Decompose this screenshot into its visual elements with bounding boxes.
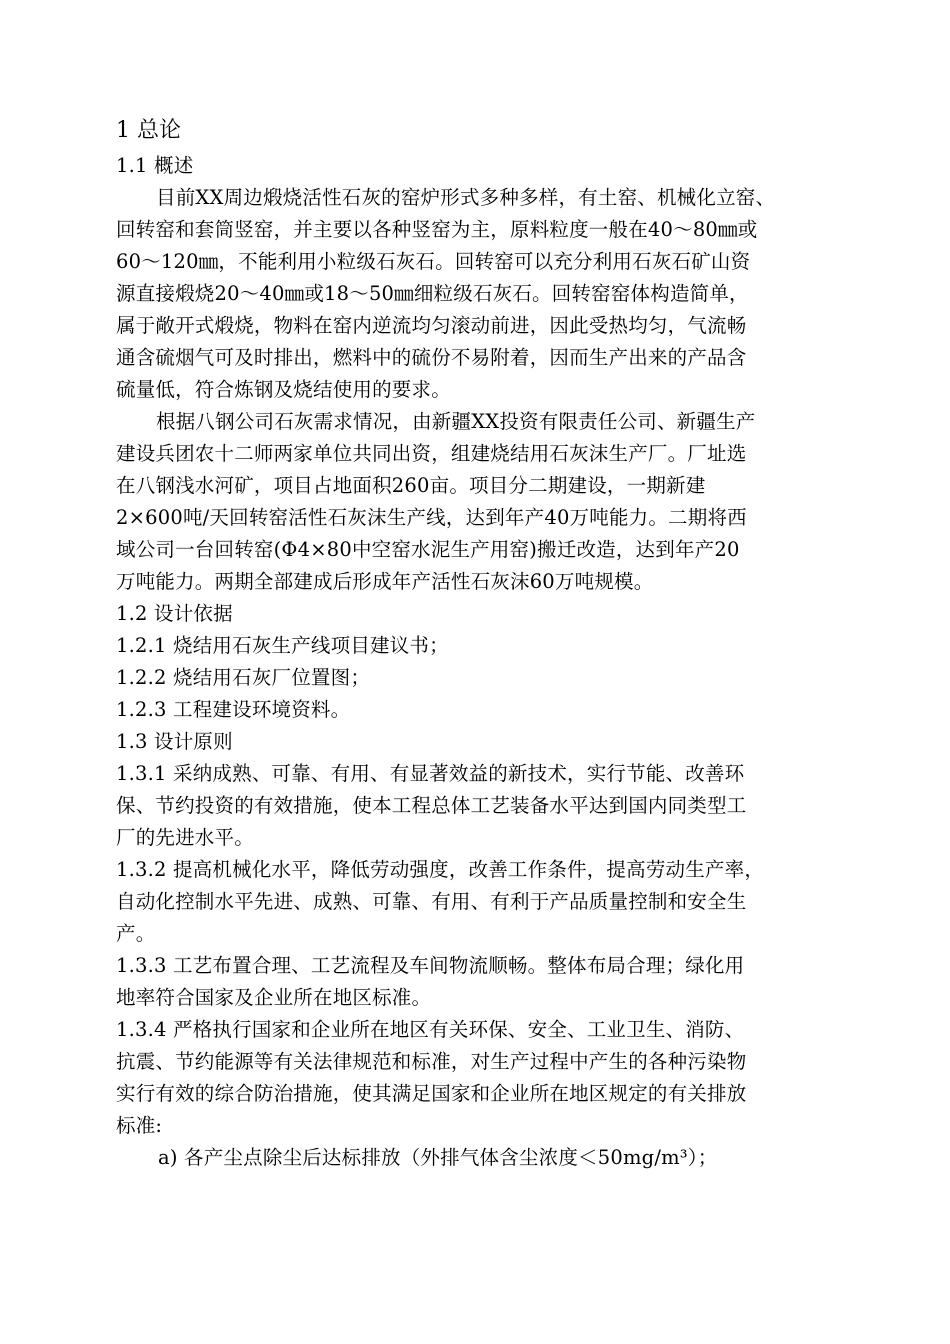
- paragraph-line: 厂的先进水平。: [116, 826, 254, 849]
- principle-1-3-1: [116, 758, 846, 854]
- subsection-heading-1-1: 1.1 概述: [116, 154, 194, 177]
- paragraph-line: 通含硫烟气可及时排出，燃料中的硫份不易附着，因而生产出来的产品含: [116, 346, 747, 369]
- principle-1-3-4: [116, 1014, 846, 1142]
- paragraph-line: 抗震、节约能源等有关法律规范和标准，对生产过程中产生的各种污染物: [116, 1050, 747, 1073]
- paragraph-line: 属于敞开式煅烧，物料在窑内逆流均匀滚动前进，因此受热均匀，气流畅: [116, 314, 747, 337]
- paragraph-line: 万吨能力。两期全部建成后形成年产活性石灰沫60万吨规模。: [116, 570, 654, 593]
- paragraph-line: 硫量低，符合炼钢及烧结使用的要求。: [116, 378, 451, 401]
- section-title: 1 总论: [116, 118, 181, 143]
- paragraph-line: 源直接煅烧20～40㎜或18～50㎜细粒级石灰石。回转窑窑体构造简单，: [116, 282, 749, 305]
- paragraph-project: [116, 406, 846, 598]
- paragraph-line: 建设兵团农十二师两家单位共同出资，组建烧结用石灰沫生产厂。厂址选: [116, 442, 747, 465]
- paragraph-line: 60～120㎜，不能利用小粒级石灰石。回转窑可以充分利用石灰石矿山资: [116, 250, 751, 273]
- paragraph-line: 实行有效的综合防治措施，使其满足国家和企业所在地区规定的有关排放: [116, 1082, 747, 1105]
- list-item: 1.2.1 烧结用石灰生产线项目建议书；: [116, 634, 449, 657]
- subsection-heading-1-2: 1.2 设计依据: [116, 602, 233, 625]
- paragraph-line: 产。: [116, 922, 156, 945]
- paragraph-line: 1.3.3 工艺布置合理、工艺流程及车间物流顺畅。整体布局合理；绿化用: [116, 954, 745, 977]
- paragraph-line: 保、节约投资的有效措施，使本工程总体工艺装备水平达到国内同类型工: [116, 794, 747, 817]
- paragraph-line: 目前XX周边煅烧活性石灰的窑炉形式多种多样，有土窑、机械化立窑、: [156, 186, 776, 209]
- paragraph-overview: [116, 182, 846, 406]
- paragraph-line: 根据八钢公司石灰需求情况，由新疆XX投资有限责任公司、新疆生产: [156, 410, 756, 433]
- list-item: 1.2.2 烧结用石灰厂位置图；: [116, 666, 371, 689]
- document-body: [116, 112, 846, 1174]
- principle-1-3-3: [116, 950, 846, 1014]
- principle-1-3-2: [116, 854, 846, 950]
- paragraph-line: 地率符合国家及企业所在地区标准。: [116, 986, 432, 1009]
- subsection-heading-1-3: 1.3 设计原则: [116, 730, 233, 753]
- paragraph-line: 1.3.1 采纳成熟、可靠、有用、有显著效益的新技术，实行节能、改善环: [116, 762, 745, 785]
- paragraph-line: 域公司一台回转窑(Φ4×80中空窑水泥生产用窑)搬迁改造，达到年产20: [116, 538, 740, 561]
- sub-item-a: a) 各产尘点除尘后达标排放（外排气体含尘浓度＜50mg/m³）；: [158, 1146, 718, 1169]
- paragraph-line: 1.3.4 严格执行国家和企业所在地区有关环保、安全、工业卫生、消防、: [116, 1018, 745, 1041]
- list-item: 1.2.3 工程建设环境资料。: [116, 698, 351, 721]
- paragraph-line: 1.3.2 提高机械化水平，降低劳动强度，改善工作条件，提高劳动生产率，: [116, 858, 765, 881]
- paragraph-line: 在八钢浅水河矿，项目占地面积260亩。项目分二期建设，一期新建: [116, 474, 706, 497]
- paragraph-line: 2×600吨/天回转窑活性石灰沫生产线，达到年产40万吨能力。二期将西: [116, 506, 747, 529]
- paragraph-line: 标准:: [116, 1114, 163, 1137]
- paragraph-line: 回转窑和套筒竖窑，并主要以各种竖窑为主，原料粒度一般在40～80㎜或: [116, 218, 758, 241]
- paragraph-line: 自动化控制水平先进、成熟、可靠、有用、有利于产品质量控制和安全生: [116, 890, 747, 913]
